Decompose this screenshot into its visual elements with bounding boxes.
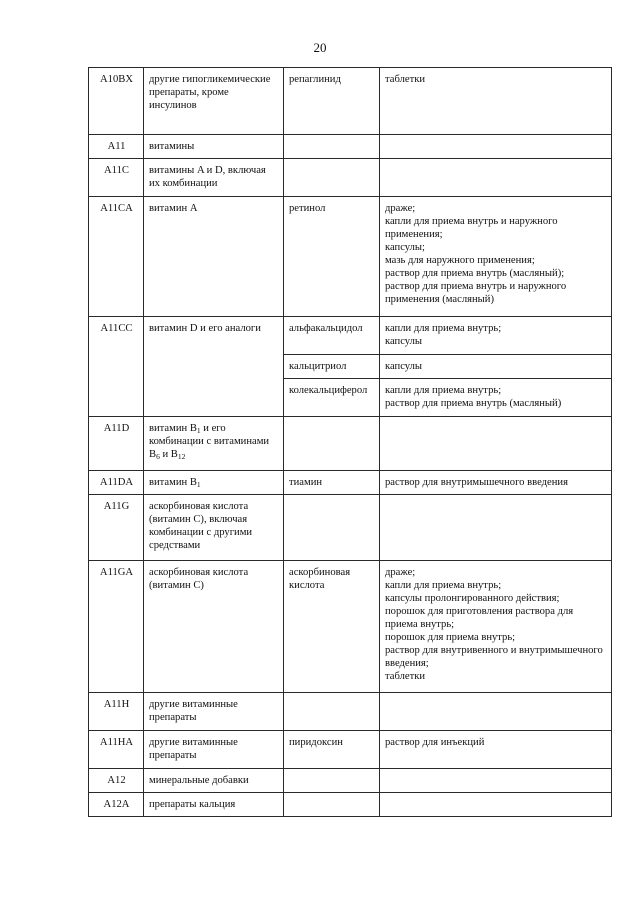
drug-name	[284, 417, 380, 471]
drug-name: репаглинид	[284, 68, 380, 135]
table-row	[89, 471, 612, 495]
dosage-forms: раствор для инъекций	[380, 731, 612, 769]
atc-code: A11CC	[89, 317, 144, 417]
group-name: аскорбиновая кислота (витамин C)	[144, 561, 284, 693]
atc-code: A12	[89, 769, 144, 793]
atc-code: A11	[89, 135, 144, 159]
dosage-forms	[380, 159, 612, 197]
drug-name: колекальциферол	[284, 379, 380, 417]
group-text: витамин B	[149, 423, 197, 434]
drug-name	[284, 769, 380, 793]
atc-code: A11H	[89, 693, 144, 731]
group-text: и B	[159, 449, 178, 460]
subscript: 1	[196, 426, 201, 435]
drug-name	[284, 159, 380, 197]
table-row	[89, 731, 612, 769]
drug-name	[284, 135, 380, 159]
drug-table	[88, 67, 612, 817]
atc-code: A11CA	[89, 197, 144, 317]
group-text: и его комбинации с витаминами B	[149, 423, 270, 460]
table-row	[89, 159, 612, 197]
dosage-forms: драже; капли для приема внутрь и наружного применения; капсулы; мазь для наружного применения; раствор для приема внутрь (масляный); раствор для приема внутрь и наружного применения (масляный)	[380, 197, 612, 317]
atc-code: A11DA	[89, 471, 144, 495]
dosage-forms: капсулы	[380, 355, 612, 379]
drug-name: кальцитриол	[284, 355, 380, 379]
atc-code: A10BX	[89, 68, 144, 135]
atc-code: A11G	[89, 495, 144, 561]
group-text: витамин B	[149, 477, 197, 488]
dosage-forms	[380, 769, 612, 793]
table-row	[89, 317, 612, 355]
dosage-forms: капли для приема внутрь; капсулы	[380, 317, 612, 355]
table-row	[89, 68, 612, 135]
group-name: аскорбиновая кислота (витамин C), включая комбинации с другими средствами	[144, 495, 284, 561]
table-row	[89, 197, 612, 317]
table-row	[89, 417, 612, 471]
drug-name	[284, 495, 380, 561]
dosage-forms	[380, 135, 612, 159]
subscript: 12	[177, 452, 186, 461]
atc-code: A11C	[89, 159, 144, 197]
group-name: другие гипогликемические препараты, кроме инсулинов	[144, 68, 284, 135]
dosage-forms: драже; капли для приема внутрь; капсулы пролонгированного действия; порошок для приготовления раствора для приема внутрь; порошок для приема внутрь; раствор для внутривенного и внутримышечного введения; таблетки	[380, 561, 612, 693]
group-name: препараты кальция	[144, 793, 284, 817]
drug-name: аскорбиновая кислота	[284, 561, 380, 693]
dosage-forms: таблетки	[380, 68, 612, 135]
dosage-forms	[380, 793, 612, 817]
group-name: витамины	[144, 135, 284, 159]
page-number: 20	[313, 40, 327, 55]
group-name: витамин A	[144, 197, 284, 317]
group-name	[144, 471, 284, 495]
group-name: витамины A и D, включая их комбинации	[144, 159, 284, 197]
atc-code: A11D	[89, 417, 144, 471]
drug-name: пиридоксин	[284, 731, 380, 769]
table-row	[89, 495, 612, 561]
dosage-forms: капли для приема внутрь; раствор для приема внутрь (масляный)	[380, 379, 612, 417]
table-row	[89, 769, 612, 793]
drug-name: ретинол	[284, 197, 380, 317]
drug-name	[284, 693, 380, 731]
group-name	[144, 417, 284, 471]
group-name: витамин D и его аналоги	[144, 317, 284, 417]
group-name: другие витаминные препараты	[144, 693, 284, 731]
dosage-forms	[380, 417, 612, 471]
atc-code: A11GA	[89, 561, 144, 693]
drug-name	[284, 793, 380, 817]
dosage-forms: раствор для внутримышечного введения	[380, 471, 612, 495]
group-name: другие витаминные препараты	[144, 731, 284, 769]
table-row	[89, 693, 612, 731]
dosage-forms	[380, 693, 612, 731]
drug-name: альфакальцидол	[284, 317, 380, 355]
table-row	[89, 561, 612, 693]
table-row	[89, 135, 612, 159]
atc-code: A12A	[89, 793, 144, 817]
group-name: минеральные добавки	[144, 769, 284, 793]
subscript: 6	[156, 452, 160, 461]
subscript: 1	[196, 480, 201, 489]
table-row	[89, 793, 612, 817]
dosage-forms	[380, 495, 612, 561]
drug-name: тиамин	[284, 471, 380, 495]
atc-code: A11HA	[89, 731, 144, 769]
